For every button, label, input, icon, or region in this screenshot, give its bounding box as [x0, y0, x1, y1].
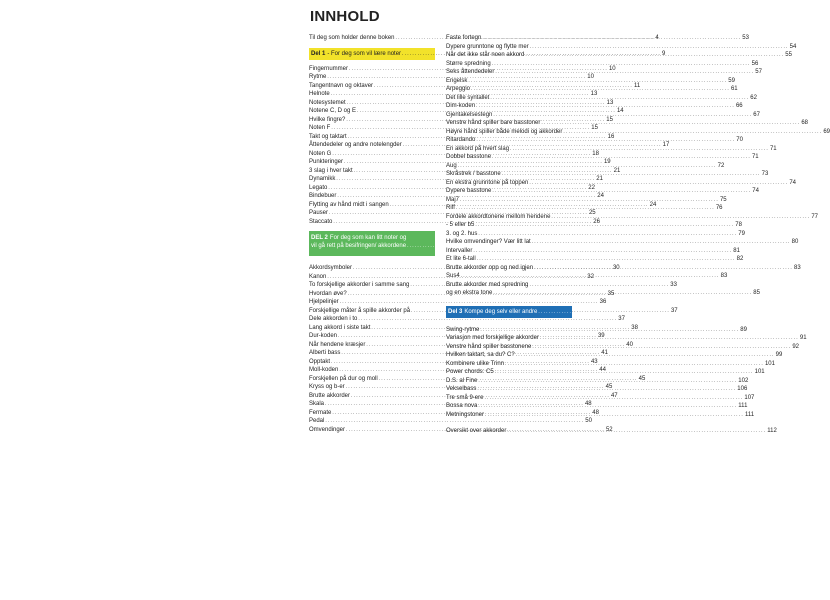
toc-leader [477, 385, 736, 394]
toc-entry-title: Dobbel basstone [446, 154, 492, 160]
toc-entry-page: 39 [597, 333, 605, 339]
toc-entry-page: 89 [740, 326, 747, 333]
toc-entry-title: Forskjellen på dur og moll [309, 375, 378, 382]
toc-entry-title: Sus4 [446, 273, 460, 279]
toc-leader [493, 289, 752, 298]
toc-entry-page: 106 [737, 386, 748, 392]
toc-entry-title: Bindebuer [309, 193, 337, 199]
toc-entry-page: 79 [738, 230, 745, 237]
toc-entry-title: Skråstrek / basstone [446, 171, 501, 177]
toc-entry-page: 24 [597, 193, 604, 199]
toc-entry-title: Tre små 9-ere [446, 394, 484, 401]
toc-entry-page: 107 [744, 394, 755, 401]
toc-entry-title: Fordele akkordtonene mellom hendene [446, 213, 551, 220]
toc-entry-title: - 5 eller b5 [446, 222, 475, 228]
toc-entry-title: Åttendedeler og andre notelengder [309, 142, 402, 148]
toc-entry-page: 33 [670, 282, 677, 288]
section-title: For deg som kan litt noter og [329, 235, 407, 241]
toc-leader [478, 230, 737, 239]
toc-entry-page: 11 [633, 82, 641, 89]
toc-leader [541, 119, 800, 128]
section-title: - For deg som vil lære noter [327, 50, 402, 57]
toc-entry-title: En ekstra grunntone på toppen [446, 179, 529, 186]
toc-entry-page: 92 [792, 343, 800, 350]
toc-entry-title: Gjentakelsestegn [446, 111, 493, 118]
toc-entry[interactable] [309, 315, 625, 324]
toc-entry-page: 59 [728, 77, 735, 84]
toc-leader [492, 153, 751, 162]
toc-entry-title: D.S. al Fine [446, 377, 478, 384]
toc-entry-page: 101 [754, 369, 765, 375]
toc-entry-title: Maj7 [446, 196, 460, 203]
toc-entry-title: Dele akkorden i to [309, 316, 358, 322]
toc-entry-title: Når det ikke står noen akkord [446, 52, 525, 58]
toc-leader [505, 360, 764, 369]
toc-leader [471, 85, 730, 94]
toc-leader [492, 187, 751, 196]
toc-entry-page: 61 [730, 86, 738, 92]
toc-leader [532, 238, 791, 247]
toc-entry-title: Pauser [309, 210, 329, 216]
toc-entry-page: 45 [605, 384, 613, 390]
toc-leader [516, 351, 775, 360]
toc-entry-title: Opptakt [309, 358, 331, 365]
toc-entry-page: 25 [588, 210, 596, 216]
toc-entry-page: 82 [736, 256, 744, 262]
toc-entry-title: Punkteringer [309, 159, 344, 165]
toc-entry-title: To forskjellige akkorder i samme sang [309, 282, 410, 288]
toc-entry-title: Intervaller [446, 247, 473, 254]
toc-entry-title: Power chords: C5 [446, 369, 494, 375]
toc-entry-page: 41 [601, 350, 608, 356]
toc-leader [495, 68, 754, 77]
toc-entry-page: 62 [750, 94, 757, 101]
toc-entry-title: Brutte akkorder opp og ned igjen [446, 264, 534, 271]
toc-entry-title: Lang akkord i siste takt [309, 324, 371, 331]
toc-leader [492, 60, 751, 69]
toc-entry-page: 21 [613, 167, 621, 174]
toc-entry-title: Helnote [309, 91, 330, 97]
toc-entry-title: Dim-koden [446, 103, 476, 109]
toc-entry[interactable] [309, 417, 592, 426]
toc-entry-title: Hvilke fingre? [309, 116, 346, 123]
toc-leader [460, 196, 719, 205]
toc-leader [468, 77, 727, 86]
toc-entry-page: 22 [588, 184, 595, 191]
toc-entry[interactable] [446, 51, 792, 60]
toc-entry-page: 75 [719, 196, 727, 203]
toc-entry-page: 13 [606, 99, 614, 106]
toc-entry-title: Brutte akkorder med spredning [446, 281, 529, 288]
toc-entry-title: Moll-koden [309, 367, 339, 373]
toc-entry-page: 35 [607, 290, 615, 297]
toc-entry-title: Fermate [309, 409, 332, 416]
toc-entry-page: 67 [753, 111, 760, 118]
toc-entry-page: 85 [753, 290, 760, 296]
toc-leader [478, 402, 737, 411]
toc-entry-page: 83 [720, 273, 728, 279]
page-title: INNHOLD [310, 8, 380, 25]
toc-entry-title: Legato [309, 184, 328, 191]
toc-leader [475, 221, 734, 230]
toc-entry-page: 81 [733, 247, 740, 254]
toc-entry-page: 44 [599, 367, 606, 373]
toc-entry-title: og en ekstra tone [446, 290, 493, 296]
toc-entry-title: Rytme [309, 74, 327, 80]
toc-entry-title: Dypere basstone [446, 188, 492, 194]
toc-entry-title: Aug [446, 162, 457, 169]
section-label: DEL 2 [311, 235, 328, 241]
toc-entry-title: En akkord på hvert slag [446, 145, 510, 152]
toc-entry-title: Faste fortegn [446, 35, 482, 41]
toc-entry-title: Større spredning [446, 60, 491, 67]
toc-entry-page: 18 [592, 150, 599, 157]
toc-entry-title: Flytting av hånd midt i sangen [309, 201, 389, 208]
toc-entry-page: 70 [736, 137, 743, 143]
toc-entry-page: 36 [599, 299, 607, 305]
toc-entry-title: Dypere grunntone og flytte mer [446, 43, 529, 50]
toc-entry-title: Alberti bass [309, 350, 341, 356]
toc-leader [485, 411, 744, 420]
toc-leader [540, 334, 799, 343]
toc-entry-title: Det lille syntallet [446, 94, 490, 101]
toc-leader [478, 377, 737, 386]
toc-leader [510, 145, 769, 154]
toc-entry-page: 10 [608, 65, 616, 72]
toc-entry-page: 47 [610, 392, 618, 399]
toc-entry-title: Takt og taktart [309, 133, 347, 140]
toc-entry-page: 54 [789, 43, 797, 50]
toc-leader [502, 170, 761, 179]
toc-entry-page: 15 [591, 125, 598, 131]
section-page: 87 [798, 308, 805, 315]
toc-leader [525, 51, 784, 60]
toc-entry-page: 91 [799, 335, 807, 341]
toc-entry-page: 77 [811, 213, 819, 220]
toc-entry-page: 55 [785, 52, 792, 58]
toc-entry-page: 48 [584, 401, 592, 407]
toc-entry-page: 50 [585, 418, 592, 424]
toc-entry-page: 48 [592, 409, 599, 416]
toc-entry-title: Forskjellige måter å spille akkorder på [309, 307, 411, 314]
toc-entry-title: Venstre hånd spiller basstonene [446, 343, 532, 350]
toc-entry-page: 26 [593, 218, 600, 225]
toc-leader [493, 111, 752, 120]
toc-leader [480, 326, 739, 335]
toc-entry-title: Noten G [309, 150, 332, 157]
toc-entry-title: Seks åttendedeler [446, 69, 495, 75]
toc-entry-title: Et lite 6-tall [446, 256, 476, 262]
toc-entry-page: 40 [626, 341, 633, 348]
toc-entry-page: 99 [775, 352, 783, 358]
toc-entry-page: 57 [755, 69, 762, 75]
toc-entry-page: 37 [670, 307, 678, 314]
toc-entry-page: 45 [638, 375, 646, 382]
toc-entry-two-line[interactable] [446, 281, 572, 290]
toc-entry-page: 74 [789, 179, 797, 186]
toc-leader [551, 213, 810, 222]
toc-entry-page: 38 [631, 324, 638, 331]
toc-entry-page: 15 [606, 116, 613, 123]
toc-entry-page: 72 [717, 162, 725, 169]
toc-entry[interactable] [446, 230, 745, 239]
toc-entry-title: Kombinere ulike Trinn [446, 360, 505, 367]
toc-entry-page: 56 [751, 60, 759, 67]
toc-entry-page: 71 [751, 154, 759, 160]
toc-entry-title: Hvilke omvendinger? Vær litt lat [446, 239, 531, 245]
toc-entry-page: 32 [587, 273, 594, 280]
toc-leader [532, 343, 791, 352]
toc-leader [495, 368, 754, 377]
toc-entry-page: 13 [590, 91, 598, 97]
toc-entry-page: 101 [764, 360, 775, 367]
toc-leader [530, 43, 789, 52]
toc-leader [461, 272, 720, 281]
toc-entry-title: Riff [446, 205, 455, 211]
toc-leader [563, 128, 822, 137]
toc-entry-page: 30 [612, 265, 620, 271]
section-page: 9 [661, 50, 666, 57]
toc-entry[interactable] [446, 247, 740, 256]
toc-entry-title: Bossa nova [446, 403, 478, 409]
toc-entry-title: Vekselbass [446, 386, 477, 392]
toc-entry-title: Noten F [309, 125, 331, 131]
toc-entry-title: Venstre hånd spiller bare basstoner [446, 120, 541, 126]
toc-entry-title: Metningstoner [446, 411, 485, 418]
toc-leader [456, 204, 715, 213]
toc-entry-title: 3. og 2. hus [446, 230, 478, 237]
toc-entry-page: 24 [649, 201, 657, 208]
toc-leader [534, 264, 793, 273]
toc-entry-page: 71 [769, 145, 777, 152]
toc-entry-page: 69 [823, 128, 830, 135]
toc-entry-page: 83 [793, 264, 801, 271]
toc-entry-title: Notesystemet [309, 99, 346, 106]
toc-entry-page: 21 [596, 176, 603, 182]
toc-leader [458, 162, 717, 171]
toc-entry-title: Akkordsymboler [309, 265, 353, 271]
section-label: Del 1 [311, 50, 326, 57]
toc-entry-title: Høyre hånd spiller både melodi og akkorder [446, 128, 563, 135]
toc-entry-title: Ritardando [446, 137, 476, 143]
toc-leader [507, 427, 766, 436]
toc-entry-page: 80 [791, 239, 799, 245]
toc-leader [482, 34, 741, 43]
section-title: Kompe deg selv eller andre [464, 308, 538, 315]
toc-leader [529, 179, 788, 188]
toc-entry-page: 19 [603, 159, 611, 165]
toc-entry-page: 14 [616, 108, 624, 114]
toc-entry[interactable] [309, 298, 607, 307]
toc-entry-page: 16 [607, 133, 615, 140]
section-title-line2: vil gå rett på besifringen/ akkordene [311, 243, 407, 249]
toc-entry-title: Hjelpelinjer [309, 299, 339, 305]
toc-entry-page: 73 [761, 171, 769, 177]
toc-entry-page: 17 [662, 142, 670, 148]
toc-entry-title: Pedal [309, 418, 325, 424]
toc-entry-title: Dur-koden [309, 333, 338, 339]
section-label: Del 3 [448, 308, 463, 315]
toc-entry-title: Swing-rytme [446, 326, 480, 333]
toc-entry-title: Brutte akkorder [309, 392, 351, 399]
toc-entry[interactable] [446, 34, 749, 43]
toc-entry-title: Når hendene kræsjer [309, 341, 366, 348]
toc-leader [476, 102, 735, 111]
toc-entry-title: Kanon [309, 273, 327, 280]
toc-entry-title: Staccato [309, 218, 333, 225]
toc-entry-page: 4 [655, 35, 659, 41]
toc-entry-page: 68 [801, 120, 809, 126]
toc-leader [538, 308, 797, 316]
toc-entry-title: Variasjon med forskjellige akkorder [446, 335, 539, 341]
toc-entry-title: Engelsk [446, 77, 468, 84]
toc-entry-page: 78 [735, 222, 742, 228]
toc-entry-page: 53 [742, 35, 749, 41]
toc-entry-page: 111 [744, 411, 755, 418]
toc-entry-title: Notene C, D og E [309, 108, 357, 114]
toc-entry-page: 66 [735, 103, 743, 109]
toc-leader [490, 94, 749, 103]
toc-entry-title: 3 slag i hver takt [309, 167, 353, 174]
toc-leader [484, 394, 743, 403]
toc-entry-title: Til deg som holder denne boken [309, 35, 395, 41]
toc-entry-title: Oversikt over akkorder [446, 428, 507, 434]
toc-entry-title: Arpeggio [446, 86, 471, 92]
toc-leader [477, 255, 736, 264]
toc-entry-page: 74 [752, 188, 759, 194]
toc-entry-page: 112 [767, 428, 777, 434]
toc-entry-title: Kryss og b-er [309, 384, 345, 390]
toc-entry-page: 10 [587, 74, 594, 80]
toc-entry-page: 76 [715, 205, 723, 211]
toc-entry[interactable] [446, 43, 797, 52]
toc-entry[interactable] [446, 255, 744, 264]
toc-entry-title: Omvendinger [309, 426, 346, 433]
toc-entry-title: Tangentnavn og oktaver [309, 82, 374, 89]
toc-entry-title: Hvordan øve? [309, 290, 347, 297]
toc-entry-page: 102 [738, 377, 749, 384]
toc-entry-page: 52 [605, 426, 613, 433]
toc-entry-title: Skala [309, 401, 325, 407]
toc-leader [473, 247, 732, 256]
toc-entry-title: Hvilken taktart, sa du? C? [446, 352, 515, 358]
section-page: 29 [666, 243, 674, 249]
toc-leader [476, 136, 735, 145]
toc-entry-page: 37 [618, 316, 625, 322]
toc-entry-page: 43 [590, 358, 598, 365]
toc-entry-title: Fingernummer [309, 65, 349, 72]
toc-entry-title: Dynamikk [309, 176, 336, 182]
toc-entry-page: 111 [738, 403, 748, 409]
